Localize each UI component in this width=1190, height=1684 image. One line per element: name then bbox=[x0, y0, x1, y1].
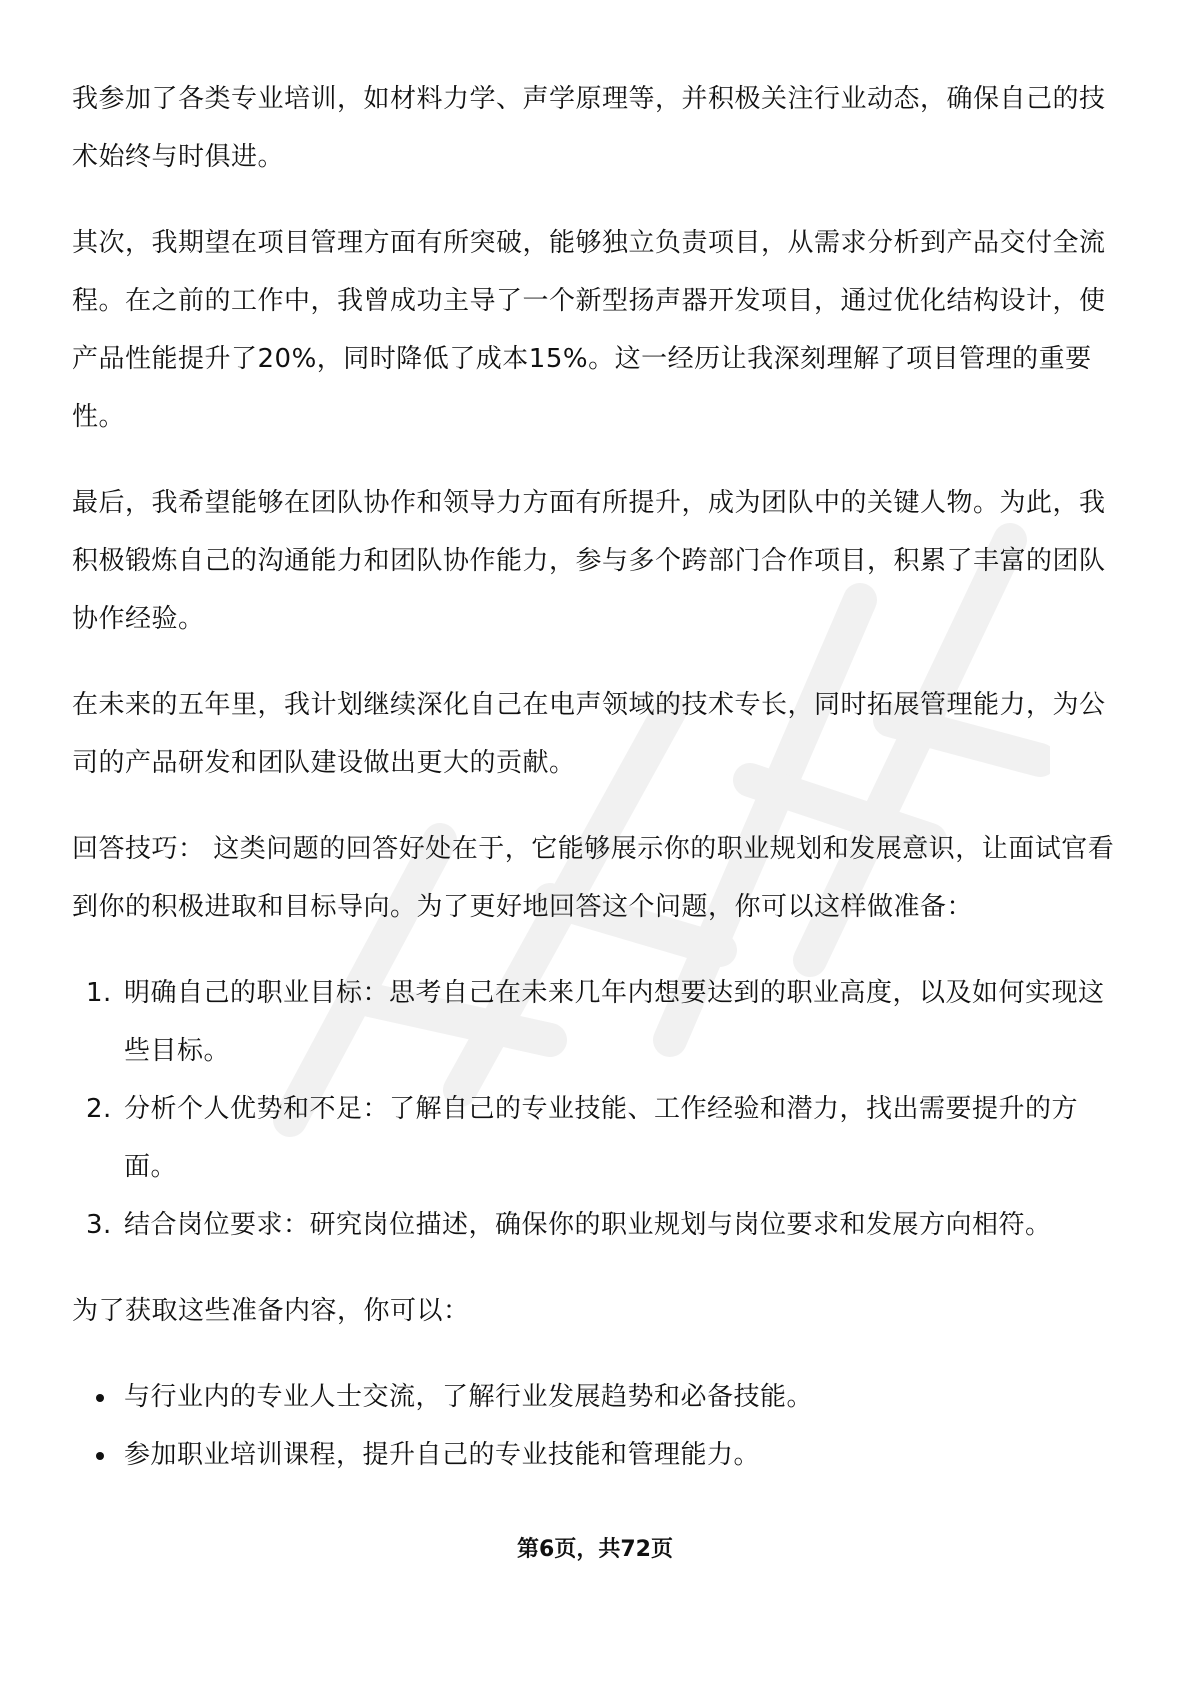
list-item-text: 参加职业培训课程，提升自己的专业技能和管理能力。 bbox=[124, 1440, 761, 1470]
paragraph-training: 我参加了各类专业培训，如材料力学、声学原理等，并积极关注行业动态，确保自己的技术始终与时俱进。 bbox=[72, 84, 1106, 172]
paragraph-five-year-plan: 在未来的五年里，我计划继续深化自己在电声领域的技术专长，同时拓展管理能力，为公司的产品研发和团队建设做出更大的贡献。 bbox=[72, 690, 1106, 778]
list-item bbox=[72, 964, 1122, 1080]
list-item-text: 明确自己的职业目标：思考自己在未来几年内想要达到的职业高度，以及如何实现这些目标。 bbox=[124, 978, 1105, 1066]
list-number: 1. bbox=[86, 978, 112, 1008]
bullet-icon bbox=[96, 1452, 104, 1460]
list-item bbox=[72, 1368, 1122, 1426]
paragraph-answer-tips: 回答技巧： 这类问题的回答好处在于，它能够展示你的职业规划和发展意识，让面试官看到你的积极进取和目标导向。为了更好地回答这个问题，你可以这样做准备： bbox=[72, 834, 1115, 922]
list-number: 2. bbox=[86, 1094, 112, 1124]
paragraph-project-management: 其次，我期望在项目管理方面有所突破，能够独立负责项目，从需求分析到产品交付全流程。在之前的工作中，我曾成功主导了一个新型扬声器开发项目，通过优化结构设计，使产品性能提升了20%，同时降低了成本15%。这一经历让我深刻理解了项目管理的重要性。 bbox=[72, 228, 1106, 432]
document-body bbox=[72, 70, 1122, 1484]
bullet-list bbox=[72, 1368, 1122, 1484]
list-item-text: 分析个人优势和不足：了解自己的专业技能、工作经验和潜力，找出需要提升的方面。 bbox=[124, 1094, 1079, 1182]
list-item bbox=[72, 1426, 1122, 1484]
bullet-icon bbox=[96, 1394, 104, 1402]
list-item bbox=[72, 1196, 1122, 1254]
list-item-text: 与行业内的专业人士交流，了解行业发展趋势和必备技能。 bbox=[124, 1382, 814, 1412]
paragraph-preparation-intro: 为了获取这些准备内容，你可以： bbox=[72, 1296, 470, 1326]
list-number: 3. bbox=[86, 1210, 112, 1240]
numbered-list bbox=[72, 964, 1122, 1254]
paragraph-teamwork: 最后，我希望能够在团队协作和领导力方面有所提升，成为团队中的关键人物。为此，我积极锻炼自己的沟通能力和团队协作能力，参与多个跨部门合作项目，积累了丰富的团队协作经验。 bbox=[72, 488, 1106, 634]
list-item-text: 结合岗位要求：研究岗位描述，确保你的职业规划与岗位要求和发展方向相符。 bbox=[124, 1210, 1052, 1240]
page-footer: 第6页，共72页 bbox=[517, 1537, 673, 1562]
list-item bbox=[72, 1080, 1122, 1196]
